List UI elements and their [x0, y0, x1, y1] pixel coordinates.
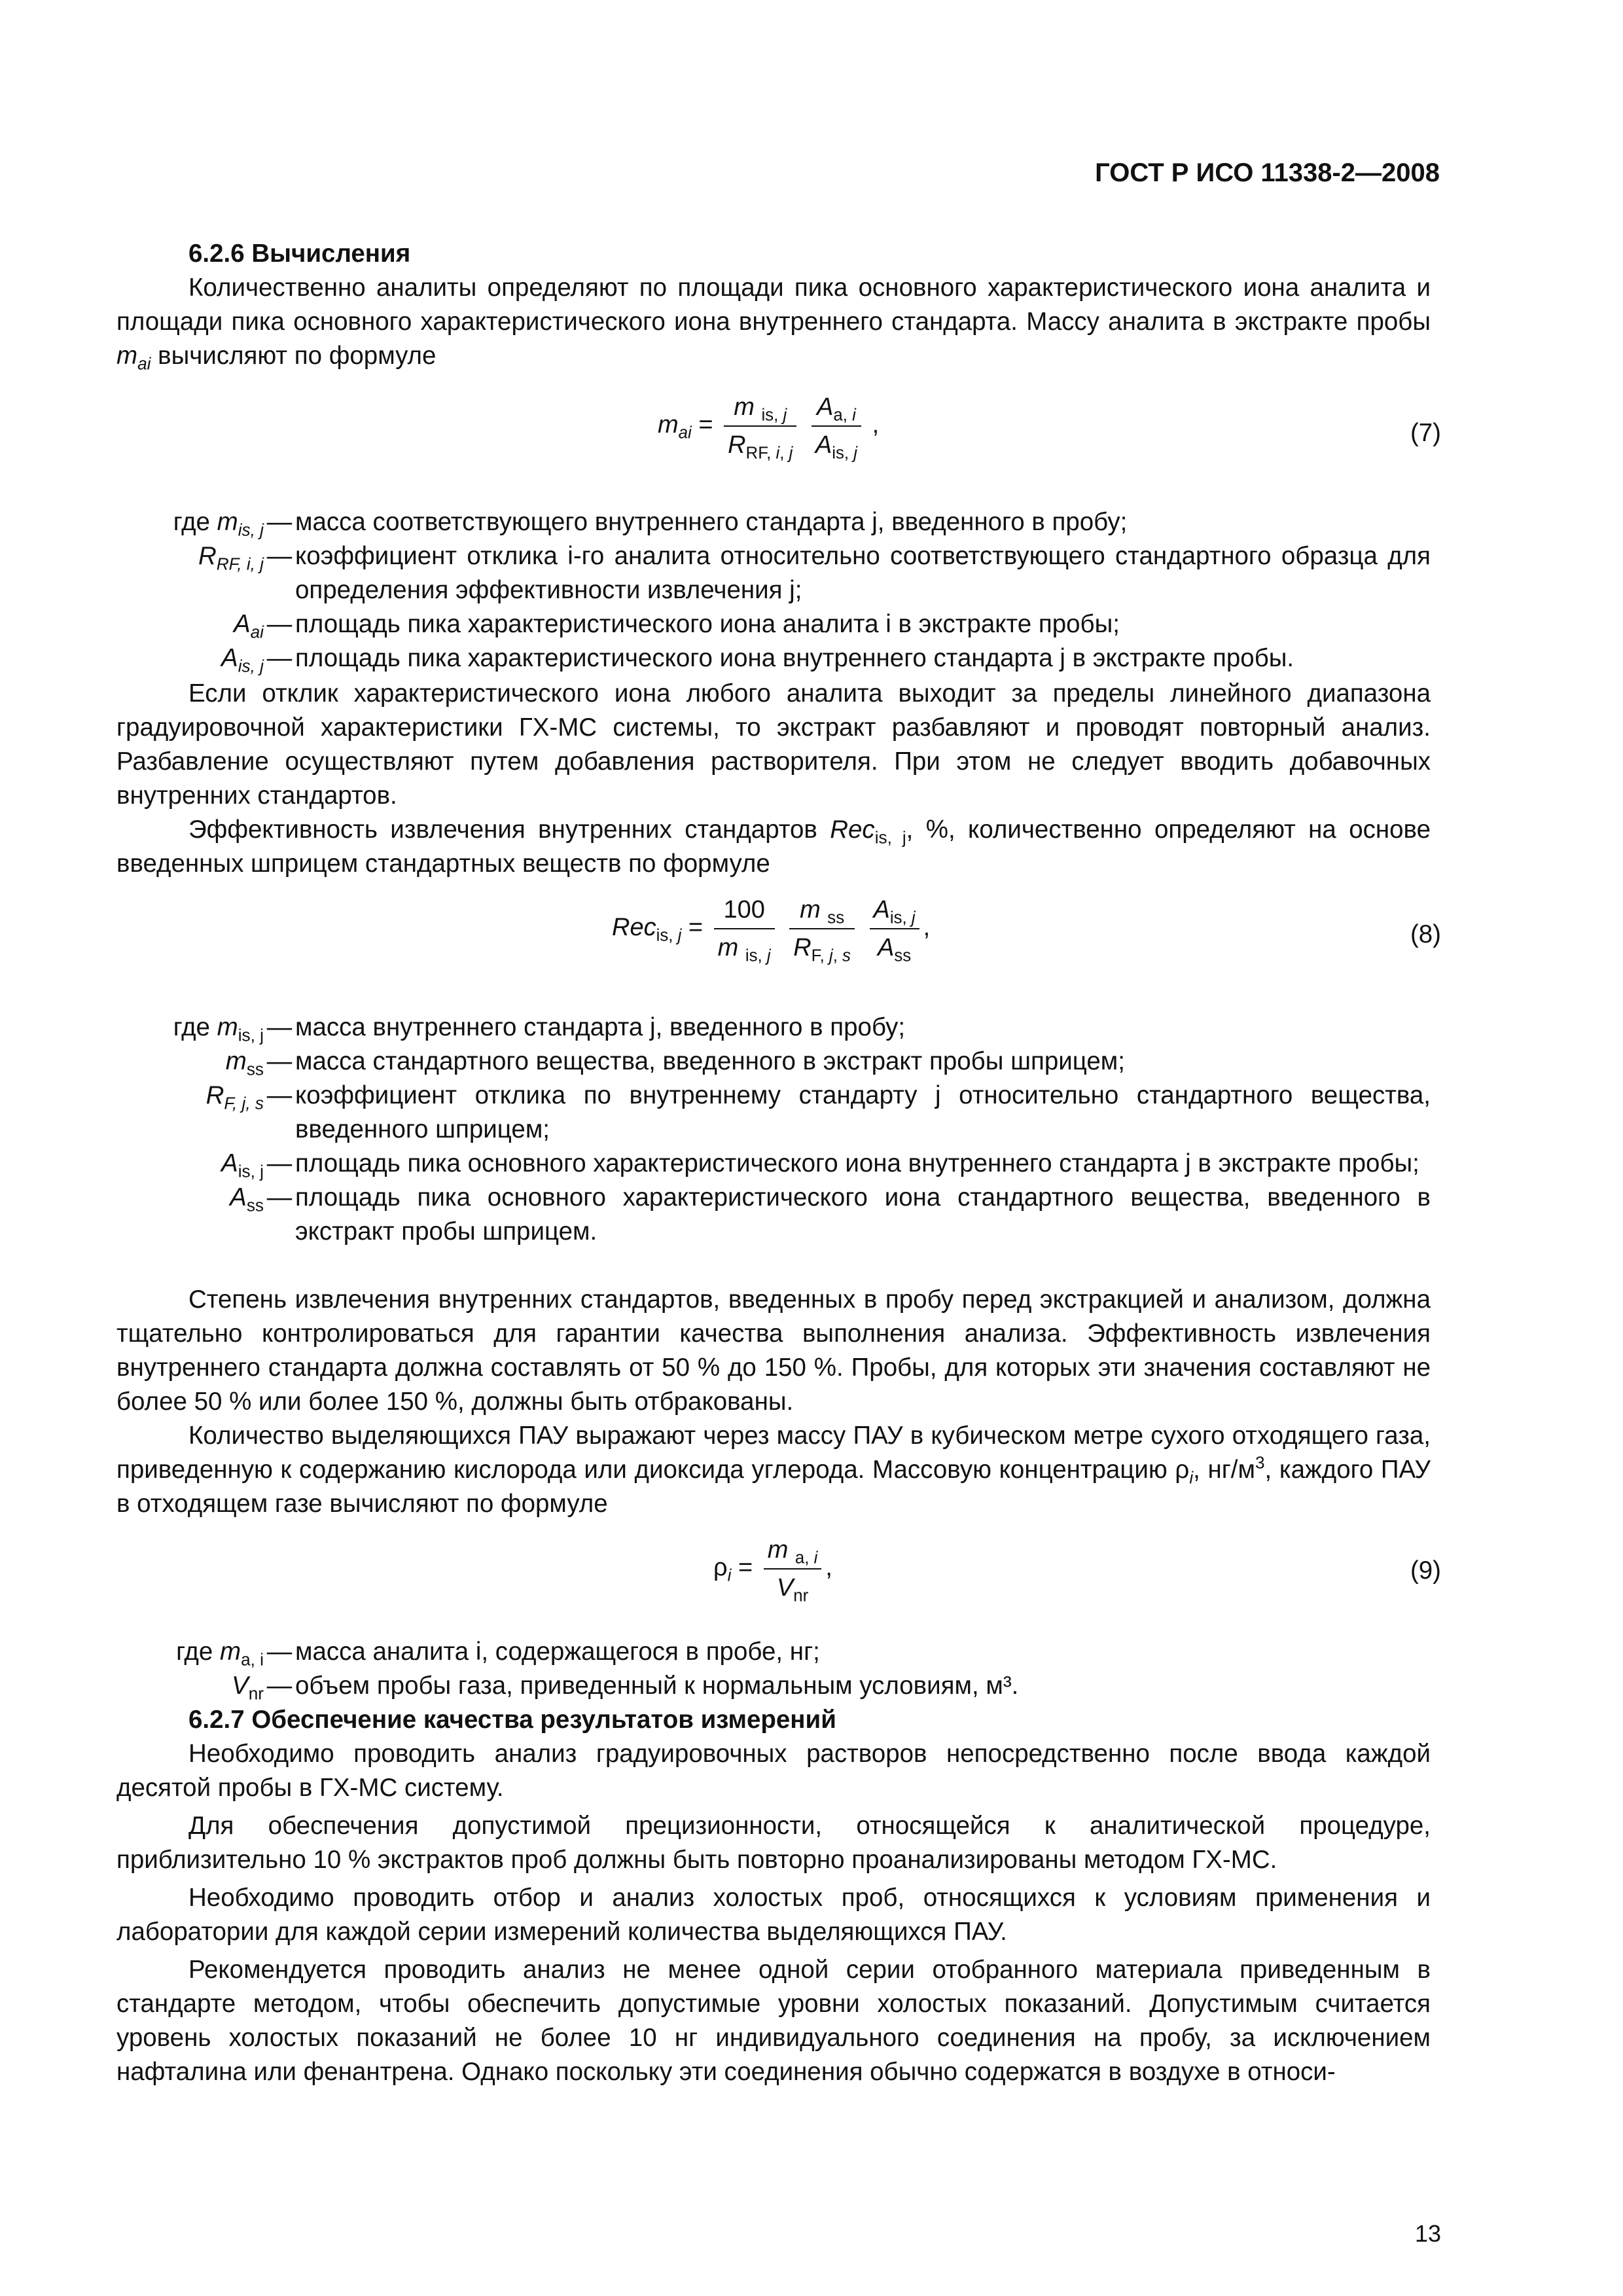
pah-paragraph: Количество выделяющихся ПАУ выражают через массу ПАУ в кубическом метре сухого отходящего газа, приведенную к содержанию кислорода или диоксида углерода. Массовую концентрацию $\rho_i$, $нг/м^3$, каждого ПАУ в отходящем газе вычисляют по формуле [116, 1422, 1431, 1518]
section-heading-627: 6.2.7 Обеспечение качества результатов измерений [188, 1706, 836, 1734]
intro-paragraph: Количественно аналиты определяют по площади пика основного характеристического иона аналита и площади пика основного характеристического иона внутреннего стандарта. Массу аналита в экстракте пробы $m_{ai}$ вычисляют по формуле [116, 274, 1431, 374]
definition-row: $V_{nr}$ — объем пробы газа, приведенный к нормальным условиям, м³. [232, 1672, 1019, 1704]
definition-row: $A_{ss}$ — площадь пика основного характеристического иона стандартного вещества, введенного в экстракт пробы шприцем. [230, 1183, 1431, 1246]
eq9-definitions [116, 1635, 1431, 1703]
page-number: 13 [1414, 2220, 1441, 2247]
definition-row: где $m_{is, j}$ — масса соответствующего внутреннего стандарта j, введенного в пробу; [173, 508, 1128, 540]
definition-row: $m_{ss}$ — масса стандартного вещества, введенного в экстракт пробы шприцем; [225, 1047, 1125, 1079]
equation-number-9: (9) [1410, 1556, 1441, 1585]
formula-8: Rec$_{is, j}$ = $\frac{100}{m _{is, j}}$ $\frac{m _{ss}}{R_{F, j, s}}$ $\frac{A_{is, j}}{A_{ss}}$ , [612, 896, 931, 965]
definition-row: $A_{is, j}$ — площадь пика основного характеристического иона внутреннего стандарта j в экстракте пробы; [221, 1149, 1419, 1181]
recovery-intro-paragraph: Эффективность извлечения внутренних стандартов Rec$_{is, j}$, %, количественно определяют на основе введенных шприцем стандартных веществ по формуле [116, 816, 1431, 878]
definition-row: $A_{ai}$ — площадь пика характеристического иона аналита i в экстракте пробы; [233, 610, 1120, 642]
equation-number-8: (8) [1410, 920, 1441, 948]
definition-row: где $m_{a, i}$ — масса аналита i, содержащегося в пробе, нг; [176, 1638, 820, 1670]
formula-9: $\rho_i$ = $\frac{m _{a, i}}{V_{nr}}$ , [713, 1536, 832, 1605]
eq8-definitions [116, 1011, 1431, 1249]
definition-row: где $m_{is, j}$ — масса внутреннего стандарта j, введенного в пробу; [173, 1013, 906, 1045]
section-heading-626: 6.2.6 Вычисления [188, 240, 411, 268]
recovery-degree-paragraph: Степень извлечения внутренних стандартов, введенных в пробу перед экстракцией и анализом, должна тщательно контролироваться для гарантии качества выполнения анализа. Эффективность извлечения внутреннего стандарта должна составлять от 50 % до 150 %. Пробы, для которых эти значения составляют не более 50 % или более 150 %, должны быть отбракованы. [116, 1285, 1431, 1416]
eq7-definitions [116, 505, 1431, 675]
definition-row: $R_{F, j, s}$ — коэффициент отклика по внутреннему стандарту j относительно стандартного вещества, введенного шприцем; [205, 1081, 1431, 1143]
definition-row: $A_{is, j}$ — площадь пика характеристического иона внутреннего стандарта j в экстракте пробы. [221, 644, 1294, 676]
qa-paragraph-2: Для обеспечения допустимой прецизионности, относящейся к аналитической процедуре, приблизительно 10 % экстрактов проб должны быть повторно проанализированы методом ГХ-МС. [116, 1812, 1431, 1874]
qa-paragraph-4: Рекомендуется проводить анализ не менее одной серии отобранного материала приведенным в стандарте методом, чтобы обеспечить допустимые уровни холостых показаний. Допустимым считается уровень холостых показаний не более 10 нг индивидуального соединения на пробу, за исключением нафталина или фенантрена. Однако поскольку эти соединения обычно содержатся в воздухе в относи- [116, 1956, 1431, 2086]
qa-paragraph-3: Необходимо проводить отбор и анализ холостых проб, относящихся к условиям применения и лаборатории для каждой серии измерений количества выделяющихся ПАУ. [116, 1884, 1431, 1946]
formula-7: $m_{ai}$ = $\frac{m _{is, j}}{R_{RF, i, j}}$ $\frac{A_{a, i}}{A_{is, j}}$ , [658, 393, 880, 463]
dilution-paragraph: Если отклик характеристического иона любого аналита выходит за пределы линейного диапазона градуировочной характеристики ГХ-МС системы, то экстракт разбавляют и проводят повторный анализ. Разбавление осуществляют путем добавления растворителя. При этом не следует вводить добавочных внутренних стандартов. [116, 679, 1431, 810]
document-id-header: ГОСТ Р ИСО 11338-2—2008 [1095, 158, 1440, 187]
equation-number-7: (7) [1410, 419, 1441, 447]
definition-row: $R_{RF, i, j}$ — коэффициент отклика i-го аналита относительно соответствующего стандартного образца для определения эффективности извлечения j; [198, 542, 1431, 604]
qa-paragraph-1: Необходимо проводить анализ градуировочных растворов непосредственно после ввода каждой десятой пробы в ГХ-МС систему. [116, 1740, 1431, 1802]
